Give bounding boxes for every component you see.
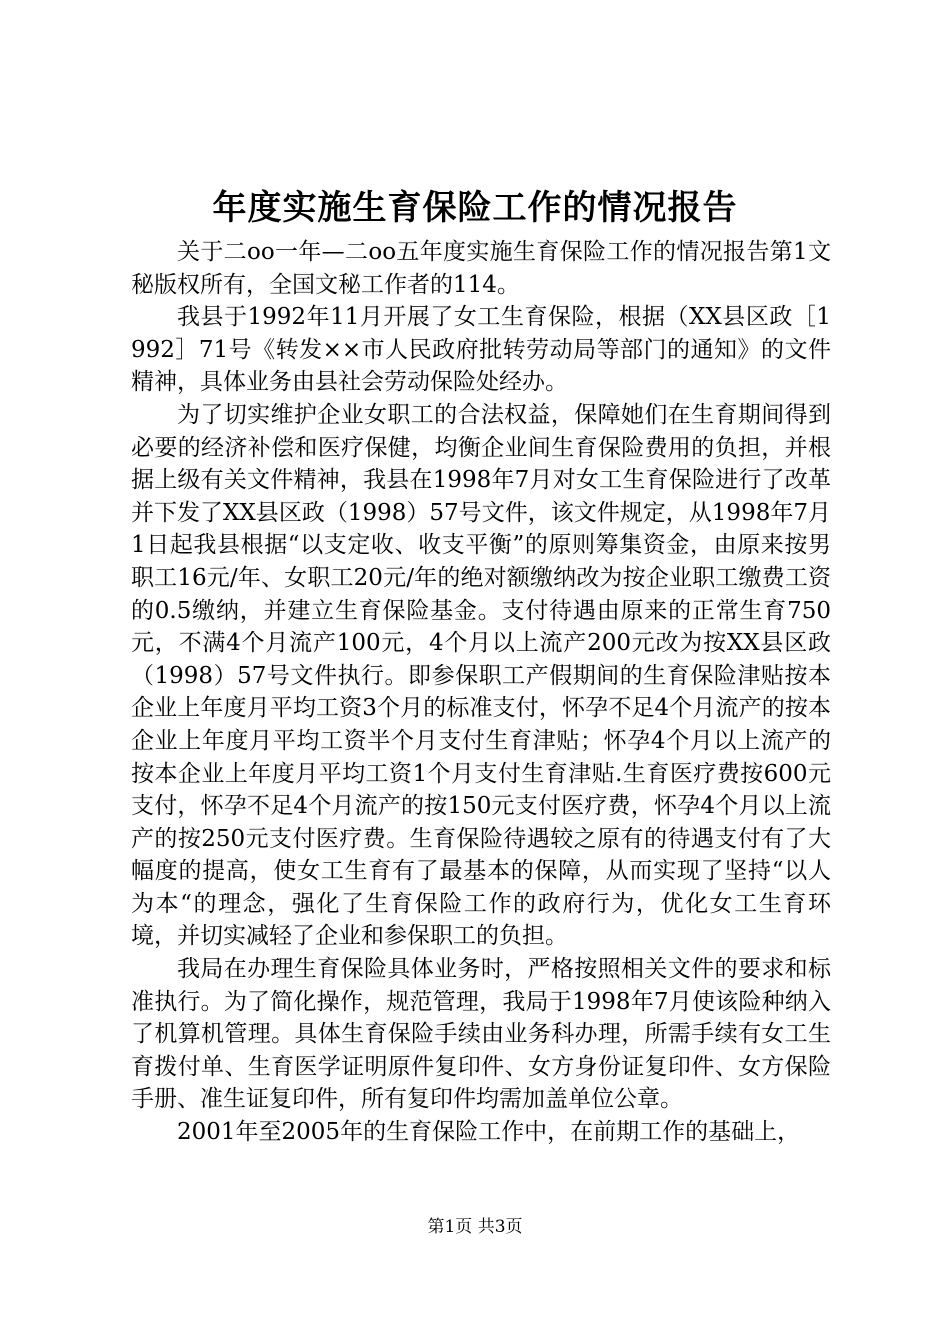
paragraph-procedures: 我局在办理生育保险具体业务时，严格按照相关文件的要求和标准执行。为了简化操作，规范管理，我局于1998年7月使该险种纳入了机算机管理。具体生育保险手续由业务科办理，所需手续有女工生育拨付单、生育医学证明原件复印件、女方身份证复印件、女方保险手册、准生证复印件，所有复印件均需加盖单位公章。: [131, 956, 831, 1113]
document-title: 年度实施生育保险工作的情况报告: [212, 188, 738, 228]
document-body: [131, 236, 831, 1149]
paragraph-background: 我县于1992年11月开展了女工生育保险，根据（XX县区政［1992］71号《转发××市人民政府批转劳动局等部门的通知》的文件精神，具体业务由县社会劳动保险处经办。: [131, 304, 831, 396]
paragraph-2001-2005: 2001年至2005年的生育保险工作中，在前期工作的基础上，: [177, 1119, 801, 1146]
paragraph-reform: 为了切实维护企业女职工的合法权益，保障她们在生育期间得到必要的经济补偿和医疗保健，均衡企业间生育保险费用的负担，并根据上级有关文件精神，我县在1998年7月对女工生育保险进行了改革并下发了XX县区政（1998）57号文件，该文件规定，从1998年7月1日起我县根据“以支定收、收支平衡”的原则筹集资金，由原来按男职工16元/年、女职工20元/年的绝对额缴纳改为按企业职工缴费工资的0.5缴纳，并建立生育保险基金。支付待遇由原来的正常生育750元，不满4个月流产100元，4个月以上流产200元改为按XX县区政（1998）57号文件执行。即参保职工产假期间的生育保险津贴按本企业上年度月平均工资3个月的标准支付，怀孕不足4个月流产的按本企业上年度月平均工资半个月支付生育津贴；怀孕4个月以上流产的按本企业上年度月平均工资1个月支付生育津贴.生育医疗费按600元支付，怀孕不足4个月流产的按150元支付医疗费，怀孕4个月以上流产的按250元支付医疗费。生育保险待遇较之原有的待遇支付有了大幅度的提高，使女工生育有了最基本的保障，从而实现了坚持“以人为本“的理念，强化了生育保险工作的政府行为，优化女工生育环境，并切实减轻了企业和参保职工的负担。: [131, 401, 831, 950]
paragraph-intro: 关于二oo一年—二oo五年度实施生育保险工作的情况报告第1文秘版权所有，全国文秘工作者的114。: [131, 239, 831, 298]
page-footer: 第1页 共3页: [427, 1217, 523, 1237]
